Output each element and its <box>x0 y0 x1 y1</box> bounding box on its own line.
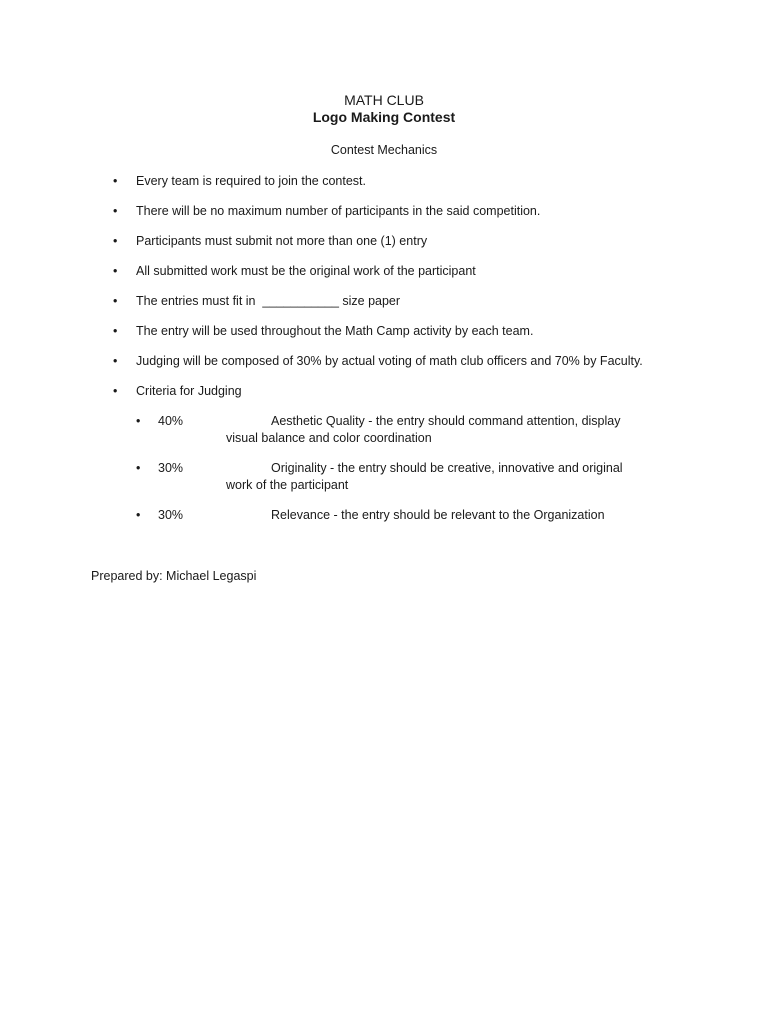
bullet-icon: • <box>113 234 118 248</box>
org-title: MATH CLUB <box>344 92 424 108</box>
bullet-icon: • <box>136 461 141 475</box>
bullet-icon: • <box>113 264 118 278</box>
criteria-description: Originality - the entry should be creative, innovative and original <box>271 461 623 475</box>
list-item-text: Participants must submit not more than one (1) entry <box>136 234 428 248</box>
bullet-icon: • <box>113 294 118 308</box>
mechanics-heading: Contest Mechanics <box>330 143 438 157</box>
list-item-text: Judging will be composed of 30% by actual voting of math club officers and 70% by Faculty. <box>136 354 643 368</box>
criteria-percent: 30% <box>158 461 184 475</box>
criteria-percent: 30% <box>158 508 184 522</box>
bullet-icon: • <box>113 324 118 338</box>
bullet-icon: • <box>136 414 141 428</box>
list-item-text: Criteria for Judging <box>136 384 242 398</box>
bullet-icon: • <box>113 174 118 188</box>
bullet-icon: • <box>113 354 118 368</box>
criteria-description-continued: visual balance and color coordination <box>226 431 432 445</box>
criteria-description-continued: work of the participant <box>226 478 349 492</box>
list-item-text: Every team is required to join the contest. <box>136 174 366 188</box>
list-item-text: There will be no maximum number of participants in the said competition. <box>136 204 541 218</box>
contest-title: Logo Making Contest <box>312 109 456 125</box>
bullet-icon: • <box>136 508 141 522</box>
criteria-description: Aesthetic Quality - the entry should command attention, display <box>271 414 621 428</box>
prepared-by: Prepared by: Michael Legaspi <box>91 569 257 583</box>
bullet-icon: • <box>113 384 118 398</box>
bullet-icon: • <box>113 204 118 218</box>
list-item-text: All submitted work must be the original work of the participant <box>136 264 476 278</box>
list-item-text: The entries must fit in ___________ size paper <box>136 294 401 308</box>
list-item-text: The entry will be used throughout the Math Camp activity by each team. <box>136 324 534 338</box>
criteria-percent: 40% <box>158 414 184 428</box>
criteria-description: Relevance - the entry should be relevant to the Organization <box>271 508 605 522</box>
